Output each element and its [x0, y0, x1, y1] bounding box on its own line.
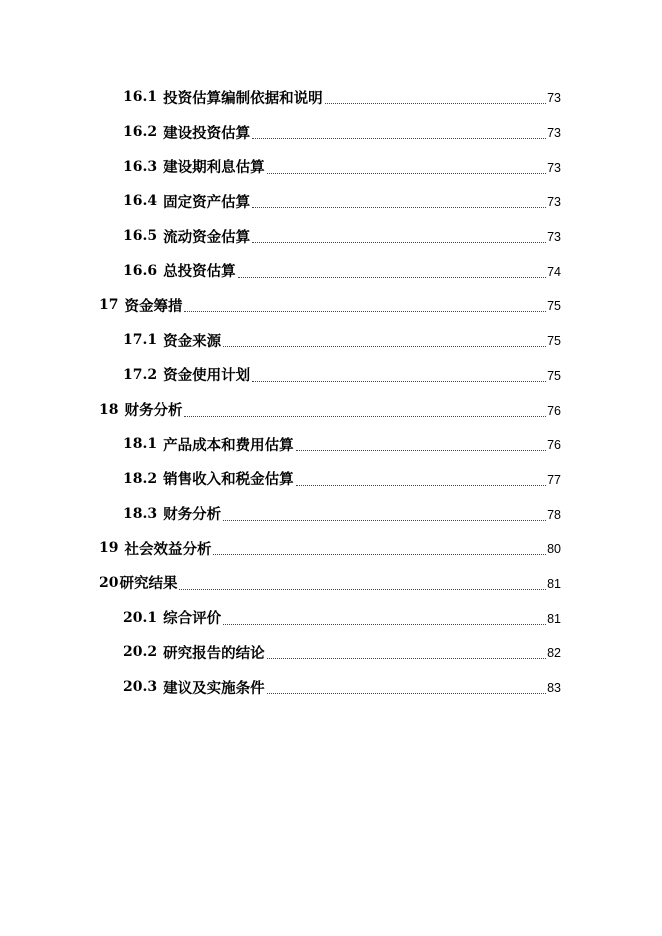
toc-entry-number: 16.3: [123, 158, 158, 175]
toc-entry-20-2[interactable]: [0, 635, 662, 670]
toc-entry-17-1[interactable]: [0, 323, 662, 358]
toc-entry-18-1[interactable]: [0, 427, 662, 462]
toc-entry-title: 研究报告的结论: [163, 644, 265, 662]
toc-entry-title: 建议及实施条件: [163, 679, 265, 697]
toc-entry-16-4[interactable]: [0, 184, 662, 219]
toc-entry-page: 73: [547, 160, 561, 175]
toc-dot-leader: [252, 206, 546, 208]
toc-entry-16-6[interactable]: [0, 253, 662, 288]
toc-entry-title: 资金筹措: [124, 297, 183, 315]
toc-entry-title: 财务分析: [163, 506, 222, 524]
toc-entry-title: 总投资估算: [163, 263, 236, 281]
toc-entry-page: 78: [547, 507, 561, 522]
toc-dot-leader: [296, 484, 546, 486]
toc-dot-leader: [296, 449, 546, 451]
toc-dot-leader: [252, 137, 546, 139]
toc-entry-number: 18.1: [123, 436, 158, 453]
toc-dot-leader: [325, 102, 546, 104]
toc-entry-page: 73: [547, 230, 561, 245]
toc-dot-leader: [267, 692, 546, 694]
toc-entry-17[interactable]: [0, 288, 662, 323]
toc-dot-leader: [179, 588, 546, 590]
toc-entry-number: 17: [99, 297, 119, 314]
toc-entry-page: 73: [547, 195, 561, 210]
toc-entry-16-2[interactable]: [0, 115, 662, 150]
toc-entry-title: 财务分析: [124, 402, 183, 420]
toc-entry-title: 社会效益分析: [124, 540, 212, 558]
toc-entry-18-2[interactable]: [0, 462, 662, 497]
toc-entry-number: 17.2: [123, 366, 158, 383]
toc-entry-16-1[interactable]: [0, 80, 662, 115]
toc-entry-16-5[interactable]: [0, 219, 662, 254]
toc-entry-page: 75: [547, 299, 561, 314]
toc-entry-title: 建设投资估算: [163, 124, 251, 142]
toc-dot-leader: [223, 623, 546, 625]
toc-entry-20[interactable]: [0, 566, 662, 601]
toc-entry-page: 81: [547, 611, 561, 626]
toc-entry-title: 研究结果: [119, 575, 178, 593]
toc-entry-title: 流动资金估算: [163, 228, 251, 246]
toc-entry-number: 18.3: [123, 505, 158, 522]
toc-entry-number: 16.4: [123, 193, 158, 210]
toc-entry-page: 75: [547, 368, 561, 383]
toc-entry-16-3[interactable]: [0, 149, 662, 184]
toc-entry-title: 固定资产估算: [163, 193, 251, 211]
toc-entry-title: 资金使用计划: [163, 367, 251, 385]
toc-dot-leader: [184, 310, 546, 312]
toc-entry-page: 77: [547, 472, 561, 487]
toc-entry-page: 75: [547, 334, 561, 349]
toc-entry-page: 74: [547, 264, 561, 279]
toc-entry-number: 18: [99, 401, 119, 418]
toc-entry-page: 76: [547, 403, 561, 418]
toc-entry-number: 16.2: [123, 124, 158, 141]
toc-entry-number: 16.6: [123, 262, 158, 279]
toc-entry-19[interactable]: [0, 531, 662, 566]
toc-entry-page: 73: [547, 126, 561, 141]
toc-dot-leader: [238, 276, 546, 278]
toc-entry-number: 16.5: [123, 228, 158, 245]
toc-entry-number: 17.1: [123, 332, 158, 349]
toc-dot-leader: [184, 415, 546, 417]
toc-entry-page: 83: [547, 681, 561, 696]
toc-entry-page: 76: [547, 438, 561, 453]
toc-entry-page: 82: [547, 646, 561, 661]
toc-entry-page: 80: [547, 542, 561, 557]
toc-entry-title: 投资估算编制依据和说明: [163, 89, 323, 107]
toc-dot-leader: [252, 241, 546, 243]
toc-dot-leader: [267, 657, 546, 659]
toc-entry-number: 20: [99, 574, 119, 591]
toc-dot-leader: [252, 380, 546, 382]
toc-dot-leader: [267, 172, 546, 174]
toc-entry-page: 73: [547, 91, 561, 106]
toc-dot-leader: [223, 519, 546, 521]
toc-entry-20-3[interactable]: [0, 670, 662, 705]
toc-entry-18-3[interactable]: [0, 496, 662, 531]
toc-entry-title: 综合评价: [163, 610, 222, 628]
toc-entry-20-1[interactable]: [0, 600, 662, 635]
toc-entry-number: 18.2: [123, 470, 158, 487]
toc-entry-title: 销售收入和税金估算: [163, 471, 294, 489]
toc-entry-title: 产品成本和费用估算: [163, 436, 294, 454]
toc-entry-17-2[interactable]: [0, 358, 662, 393]
toc-entry-title: 资金来源: [163, 332, 222, 350]
toc-entry-page: 81: [547, 576, 561, 591]
toc-entry-number: 20.1: [123, 609, 158, 626]
toc-entry-number: 20.3: [123, 679, 158, 696]
toc-entry-18[interactable]: [0, 392, 662, 427]
toc-entry-title: 建设期利息估算: [163, 159, 265, 177]
toc-entry-number: 19: [99, 540, 119, 557]
table-of-contents: [0, 80, 662, 704]
toc-dot-leader: [223, 345, 546, 347]
toc-dot-leader: [213, 553, 546, 555]
toc-entry-number: 16.1: [123, 89, 158, 106]
toc-entry-number: 20.2: [123, 644, 158, 661]
